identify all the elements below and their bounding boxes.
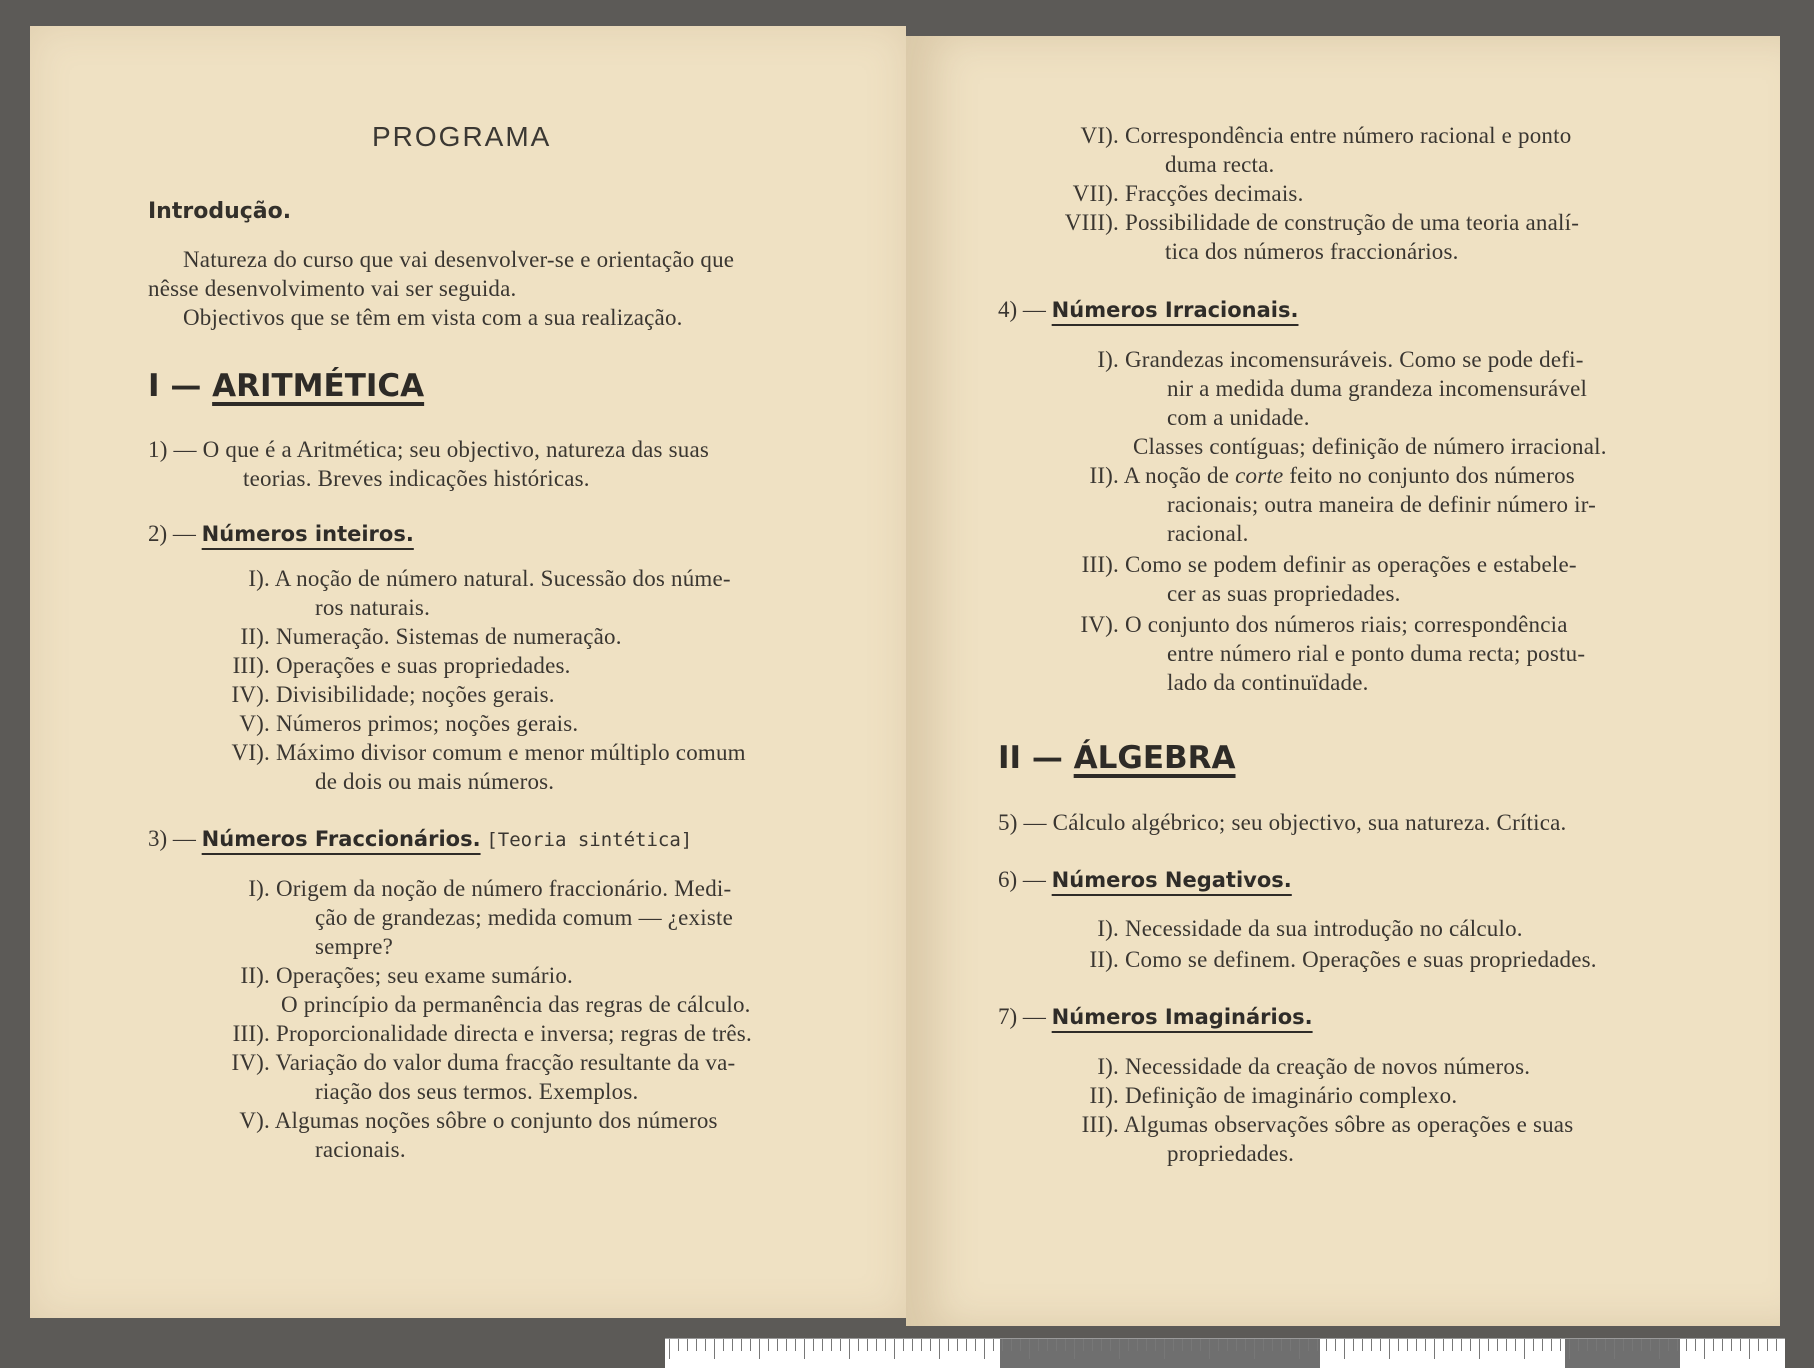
- section7-title: Números Imaginários.: [1051, 1005, 1313, 1029]
- list-item-continuation: ção de grandezas; medida comum — ¿existe: [315, 905, 734, 930]
- ruler-tick: [1299, 1339, 1300, 1359]
- list-item: I). Necessidade da sua introdução no cálculo.: [1097, 916, 1523, 941]
- ruler-tick: [876, 1339, 877, 1351]
- list-item: VI). Correspondência entre número racional e ponto: [1080, 123, 1572, 148]
- ruler-tick: [723, 1339, 724, 1351]
- ruler-tick: [885, 1339, 886, 1351]
- ruler-tick: [993, 1339, 994, 1351]
- list-item-continuation: Classes contíguas; definição de número irracional.: [1133, 434, 1607, 459]
- ruler-tick: [1038, 1339, 1039, 1351]
- intro-line: Objectivos que se têm em vista com a sua realização.: [183, 305, 683, 330]
- ruler-tick: [1452, 1339, 1453, 1351]
- section3-heading: [148, 826, 692, 852]
- ruler-tick: [1515, 1339, 1516, 1351]
- ruler-tick: [867, 1339, 868, 1351]
- ruler-tick: [1758, 1339, 1759, 1351]
- section4-heading: [998, 297, 1298, 323]
- ruler-tick: [1047, 1339, 1048, 1351]
- ruler-tick: [786, 1339, 787, 1351]
- ruler-tick: [1218, 1339, 1219, 1351]
- list-item: II). A noção de corte feito no conjunto dos números: [1089, 463, 1575, 488]
- list-item: VII). Fracções decimais.: [1072, 181, 1304, 206]
- ruler-tick: [822, 1339, 823, 1351]
- section1-line: 1) — O que é a Aritmética; seu objectivo, natureza das suas: [148, 437, 710, 462]
- section-prefix: 7) —: [998, 1004, 1046, 1029]
- ruler-tick: [1641, 1339, 1642, 1351]
- ruler-tick: [1101, 1339, 1102, 1351]
- intro-line: Natureza do curso que vai desenvolver-se e orientação que: [183, 247, 735, 272]
- ruler-tick: [768, 1339, 769, 1351]
- ruler-tick: [1011, 1339, 1012, 1351]
- list-item: II). Definição de imaginário complexo.: [1089, 1083, 1458, 1108]
- ruler-tick: [984, 1339, 985, 1359]
- part2-heading: [998, 740, 1236, 776]
- list-item: I). Grandezas incomensuráveis. Como se pode defi-: [1097, 347, 1584, 372]
- section2-title: Números inteiros.: [201, 522, 414, 546]
- ruler-tick: [1398, 1339, 1399, 1351]
- ruler-tick: [795, 1339, 796, 1351]
- list-item: III). Algumas observações sôbre as operações e suas: [1081, 1112, 1574, 1137]
- ruler-tick: [1677, 1339, 1678, 1351]
- ruler-tick: [1614, 1339, 1615, 1359]
- ruler-tick: [831, 1339, 832, 1351]
- ruler-tick: [1695, 1339, 1696, 1351]
- list-item: VIII). Possibilidade de construção de uma teoria analí-: [1064, 210, 1580, 235]
- list-item-continuation: com a unidade.: [1167, 405, 1310, 430]
- part1-prefix: I —: [148, 368, 202, 404]
- ruler-tick: [894, 1339, 895, 1359]
- ruler-tick: [750, 1339, 751, 1351]
- ruler-tick: [966, 1339, 967, 1351]
- ruler-tick: [1200, 1339, 1201, 1351]
- ruler-tick: [1623, 1339, 1624, 1351]
- list-item: IV). Variação do valor duma fracção resultante da va-: [231, 1050, 736, 1075]
- ruler-tick: [1506, 1339, 1507, 1351]
- scale-ruler: [665, 1338, 1785, 1368]
- section6-heading: [998, 867, 1292, 893]
- ruler-tick: [858, 1339, 859, 1351]
- intro-line: nêsse desenvolvimento vai ser seguida.: [148, 276, 517, 301]
- ruler-tick: [921, 1339, 922, 1351]
- ruler-tick: [1749, 1339, 1750, 1359]
- ruler-tick: [930, 1339, 931, 1351]
- ruler-tick: [1434, 1339, 1435, 1359]
- ruler-tick: [1353, 1339, 1354, 1351]
- ruler-tick: [912, 1339, 913, 1351]
- ruler-tick: [1236, 1339, 1237, 1351]
- ruler-tick: [1704, 1339, 1705, 1359]
- ruler-tick: [840, 1339, 841, 1351]
- ruler-tick: [1632, 1339, 1633, 1351]
- list-item: I). Necessidade da creação de novos números.: [1097, 1054, 1531, 1079]
- list-item-continuation: lado da continuïdade.: [1167, 670, 1369, 695]
- ruler-tick: [1137, 1339, 1138, 1351]
- ruler-tick: [1020, 1339, 1021, 1351]
- ruler-tick: [759, 1339, 760, 1359]
- ruler-tick: [1569, 1339, 1570, 1359]
- list-item-continuation: riação dos seus termos. Exemplos.: [315, 1079, 639, 1104]
- ruler-tick: [777, 1339, 778, 1351]
- ruler-tick: [732, 1339, 733, 1351]
- ruler-tick: [1488, 1339, 1489, 1351]
- ruler-tick: [1344, 1339, 1345, 1359]
- ruler-tick: [1155, 1339, 1156, 1351]
- ruler-tick: [1128, 1339, 1129, 1351]
- list-item-continuation: racional.: [1167, 521, 1249, 546]
- ruler-tick: [1659, 1339, 1660, 1359]
- part2-title: ÁLGEBRA: [1073, 740, 1236, 776]
- ruler-tick: [1227, 1339, 1228, 1351]
- ruler-tick: [1074, 1339, 1075, 1359]
- ruler-tick: [1209, 1339, 1210, 1359]
- section1-line: teorias. Breves indicações históricas.: [243, 466, 590, 491]
- part1-heading: [148, 368, 424, 404]
- list-item: III). Como se podem definir as operações e estabele-: [1081, 552, 1577, 577]
- ruler-tick: [849, 1339, 850, 1359]
- ruler-tick: [1002, 1339, 1003, 1351]
- ruler-tick: [1542, 1339, 1543, 1351]
- ruler-tick: [1308, 1339, 1309, 1351]
- list-item-continuation: ros naturais.: [315, 595, 431, 620]
- ruler-tick: [741, 1339, 742, 1351]
- ruler-tick: [1722, 1339, 1723, 1351]
- list-item: II). Como se definem. Operações e suas propriedades.: [1089, 947, 1597, 972]
- ruler-tick: [813, 1339, 814, 1351]
- page-title: PROGRAMA: [372, 121, 552, 152]
- ruler-tick: [1470, 1339, 1471, 1351]
- ruler-tick: [1776, 1339, 1777, 1351]
- ruler-tick: [1389, 1339, 1390, 1359]
- intro-heading: Introdução.: [148, 199, 292, 224]
- ruler-tick: [1056, 1339, 1057, 1351]
- ruler-tick: [1479, 1339, 1480, 1359]
- section2-heading: [148, 521, 414, 547]
- ruler-tick: [1416, 1339, 1417, 1351]
- ruler-tick: [1668, 1339, 1669, 1351]
- section-prefix: 4) —: [998, 297, 1046, 322]
- section-prefix: 3) —: [148, 826, 196, 851]
- section-prefix: 6) —: [998, 867, 1046, 892]
- list-item-continuation: sempre?: [315, 934, 394, 959]
- list-item-continuation: racionais.: [315, 1137, 406, 1162]
- ruler-tick: [678, 1339, 679, 1351]
- section7-heading: [998, 1004, 1313, 1030]
- ruler-tick: [705, 1339, 706, 1351]
- ruler-tick: [1317, 1339, 1318, 1351]
- ruler-tick: [1326, 1339, 1327, 1351]
- list-item: V). Números primos; noções gerais.: [239, 711, 579, 736]
- ruler-tick: [1740, 1339, 1741, 1351]
- section3-title: Números Fraccionários.: [201, 827, 481, 851]
- ruler-tick: [696, 1339, 697, 1351]
- part1-title: ARITMÉTICA: [212, 368, 425, 404]
- ruler-tick: [669, 1339, 670, 1359]
- list-item: I). Origem da noção de número fraccionário. Medi-: [248, 876, 732, 901]
- ruler-tick: [1713, 1339, 1714, 1351]
- list-item-continuation: nir a medida duma grandeza incomensurável: [1167, 376, 1588, 401]
- ruler-tick: [1533, 1339, 1534, 1351]
- ruler-tick: [1578, 1339, 1579, 1351]
- ruler-tick: [1650, 1339, 1651, 1351]
- list-item: IV). Divisibilidade; noções gerais.: [231, 682, 555, 707]
- ruler-tick: [1767, 1339, 1768, 1351]
- list-item: II). Operações; seu exame sumário.: [240, 963, 573, 988]
- ruler-tick: [1065, 1339, 1066, 1351]
- list-item: VI). Máximo divisor comum e menor múltiplo comum: [231, 740, 746, 765]
- ruler-tick: [903, 1339, 904, 1351]
- list-item-continuation: O princípio da permanência das regras de cálculo.: [281, 992, 751, 1017]
- section4-title: Números Irracionais.: [1051, 298, 1299, 322]
- ruler-tick: [1605, 1339, 1606, 1351]
- ruler-tick: [1029, 1339, 1030, 1359]
- ruler-tick: [1524, 1339, 1525, 1359]
- ruler-tick: [1686, 1339, 1687, 1351]
- ruler-tick: [1290, 1339, 1291, 1351]
- ruler-tick: [1281, 1339, 1282, 1351]
- ruler-tick: [687, 1339, 688, 1351]
- ruler-tick: [939, 1339, 940, 1359]
- ruler-tick: [804, 1339, 805, 1359]
- ruler-tick: [1272, 1339, 1273, 1351]
- list-item-continuation: tica dos números fraccionários.: [1165, 239, 1459, 264]
- ruler-tick: [1587, 1339, 1588, 1351]
- ruler-tick: [1380, 1339, 1381, 1351]
- ruler-tick: [1182, 1339, 1183, 1351]
- ruler-tick: [1560, 1339, 1561, 1351]
- list-item-continuation: entre número rial e ponto duma recta; postu-: [1167, 641, 1586, 666]
- list-item: IV). O conjunto dos números riais; correspondência: [1080, 612, 1568, 637]
- ruler-tick: [1461, 1339, 1462, 1351]
- list-item-continuation: propriedades.: [1167, 1141, 1295, 1166]
- ruler-tick: [1263, 1339, 1264, 1351]
- ruler-tick: [1191, 1339, 1192, 1351]
- ruler-tick: [1254, 1339, 1255, 1359]
- ruler-tick: [1497, 1339, 1498, 1351]
- section6-title: Números Negativos.: [1051, 868, 1292, 892]
- ruler-tick: [714, 1339, 715, 1359]
- ruler-tick: [1731, 1339, 1732, 1351]
- list-item-continuation: duma recta.: [1165, 152, 1275, 177]
- ruler-tick: [1083, 1339, 1084, 1351]
- ruler-tick: [1245, 1339, 1246, 1351]
- ruler-tick: [957, 1339, 958, 1351]
- list-item: V). Algumas noções sôbre o conjunto dos números: [239, 1108, 718, 1133]
- ruler-tick: [1596, 1339, 1597, 1351]
- ruler-tick: [1092, 1339, 1093, 1351]
- section5-line: 5) — Cálculo algébrico; seu objectivo, sua natureza. Crítica.: [998, 810, 1567, 835]
- ruler-tick: [948, 1339, 949, 1351]
- list-item-continuation: racionais; outra maneira de definir número ir-: [1167, 492, 1596, 517]
- list-item: I). A noção de número natural. Sucessão dos núme-: [248, 566, 731, 591]
- ruler-tick: [1551, 1339, 1552, 1351]
- ruler-tick: [1110, 1339, 1111, 1351]
- list-item-continuation: de dois ou mais números.: [315, 769, 555, 794]
- ruler-tick: [1425, 1339, 1426, 1351]
- ruler-tick: [1362, 1339, 1363, 1351]
- section-prefix: 2) —: [148, 521, 196, 546]
- list-item: II). Numeração. Sistemas de numeração.: [240, 624, 622, 649]
- ruler-tick: [1173, 1339, 1174, 1351]
- ruler-tick: [1335, 1339, 1336, 1351]
- ruler-tick: [1164, 1339, 1165, 1359]
- ruler-tick: [1146, 1339, 1147, 1351]
- ruler-tick: [975, 1339, 976, 1351]
- ruler-tick: [1443, 1339, 1444, 1351]
- section3-note: [Teoria sintética]: [486, 829, 693, 851]
- ruler-tick: [1119, 1339, 1120, 1359]
- list-item: III). Operações e suas propriedades.: [232, 653, 571, 678]
- ruler-tick: [1371, 1339, 1372, 1351]
- list-item: III). Proporcionalidade directa e inversa; regras de três.: [232, 1021, 752, 1046]
- list-item-continuation: cer as suas propriedades.: [1167, 581, 1401, 606]
- part2-prefix: II —: [998, 740, 1063, 776]
- ruler-tick: [1407, 1339, 1408, 1351]
